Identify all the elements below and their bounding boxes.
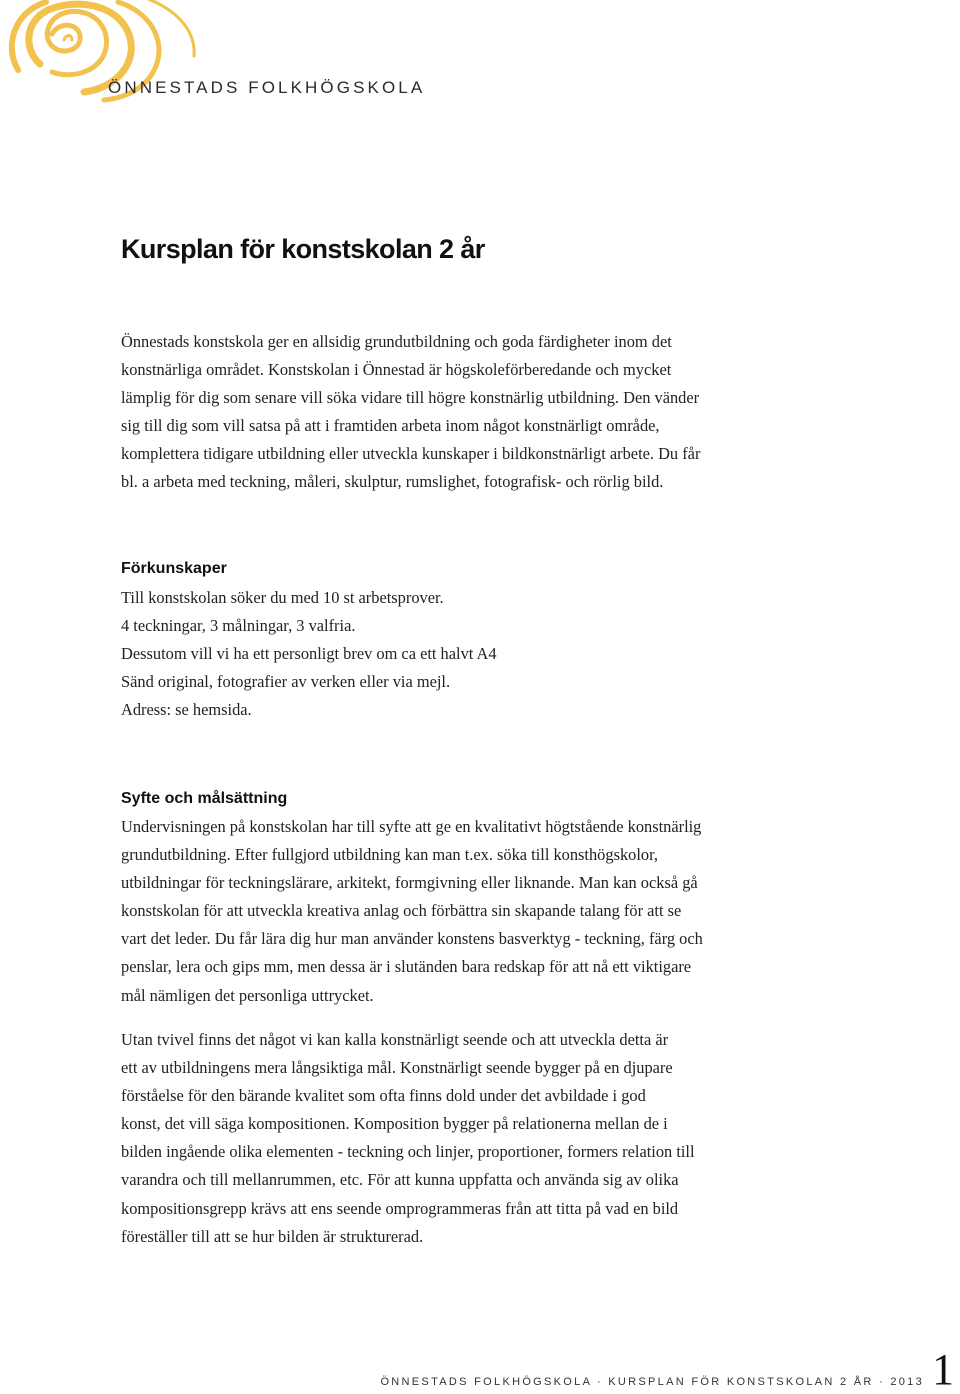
text-line: konstnärliga området. Konstskolan i Önnestad är högskoleförberedande och mycket (121, 360, 672, 380)
text-line: sig till dig som vill satsa på att i framtiden arbeta inom något konstnärligt område, (121, 416, 660, 436)
text-line: bilden ingående olika elementen - teckning och linjer, proportioner, formers relation till (121, 1142, 695, 1162)
text-line: mål nämligen det personliga uttrycket. (121, 985, 374, 1005)
page-number: 1 (932, 1345, 954, 1394)
prerequisites-heading: Förkunskaper (121, 560, 227, 577)
text-line: förståelse för den bärande kvalitet som ofta finns dold under det avbildade i god (121, 1086, 646, 1106)
footer-text: ÖNNESTADS FOLKHÖGSKOLA · KURSPLAN FÖR KONSTSKOLAN 2 ÅR · 2013 (380, 1376, 924, 1388)
text-line: Önnestads konstskola ger en allsidig grundutbildning och goda färdigheter inom det (121, 332, 672, 351)
text-line: Undervisningen på konstskolan har till syfte att ge en kvalitativt högtstående konstnärlig (121, 817, 702, 836)
text-line: utbildningar för teckningslärare, arkitekt, formgivning eller liknande. Man kan också gå (121, 873, 698, 893)
school-name: ÖNNESTADS FOLKHÖGSKOLA (108, 78, 426, 97)
text-line: grundutbildning. Efter fullgjord utbildning kan man t.ex. söka till konsthögskolor, (121, 845, 658, 865)
text-line: konstskolan för att utveckla kreativa anlag och förbättra sin skapande talang för att se (121, 901, 682, 921)
text-line: varandra och till mellanrummen, etc. För att kunna uppfatta och använda sig av olika (121, 1170, 679, 1190)
prerequisites-text (121, 584, 821, 724)
intro-paragraph (121, 328, 821, 497)
text-line: komplettera tidigare utbildning eller utveckla kunskaper i bildkonstnärligt arbete. Du får (121, 444, 701, 464)
text-line: 4 teckningar, 3 målningar, 3 valfria. (121, 616, 356, 636)
text-line: ett av utbildningens mera långsiktiga mål. Konstnärligt seende bygger på en djupare (121, 1058, 673, 1078)
goals-paragraph-1 (121, 813, 821, 1010)
text-line: Till konstskolan söker du med 10 st arbetsprover. (121, 588, 444, 607)
page-title: Kursplan för konstskolan 2 år (121, 234, 485, 264)
text-line: penslar, lera och gips mm, men dessa är i slutänden bara redskap för att nå ett viktigare (121, 957, 692, 977)
text-line: föreställer till att se hur bilden är strukturerad. (121, 1226, 424, 1246)
goals-paragraph-2 (121, 1026, 821, 1251)
text-line: vart det leder. Du får lära dig hur man använder konstens basverktyg - teckning, färg och (121, 929, 703, 949)
text-line: Dessutom vill vi ha ett personligt brev om ca ett halvt A4 (121, 644, 497, 664)
text-line: konst, det vill säga kompositionen. Komposition bygger på relationerna mellan de i (121, 1114, 668, 1134)
text-line: Sänd original, fotografier av verken eller via mejl. (121, 672, 451, 692)
goals-heading: Syfte och målsättning (121, 790, 288, 807)
text-line: Utan tvivel finns det något vi kan kalla konstnärligt seende och att utveckla detta är (121, 1030, 669, 1049)
text-line: kompositionsgrepp krävs att ens seende omprogrammeras från att titta på vad en bild (121, 1198, 679, 1218)
text-line: bl. a arbeta med teckning, måleri, skulptur, rumslighet, fotografisk- och rörlig bild. (121, 472, 664, 492)
text-line: lämplig för dig som senare vill söka vidare till högre konstnärlig utbildning. Den vänder (121, 388, 700, 408)
text-line: Adress: se hemsida. (121, 700, 252, 720)
